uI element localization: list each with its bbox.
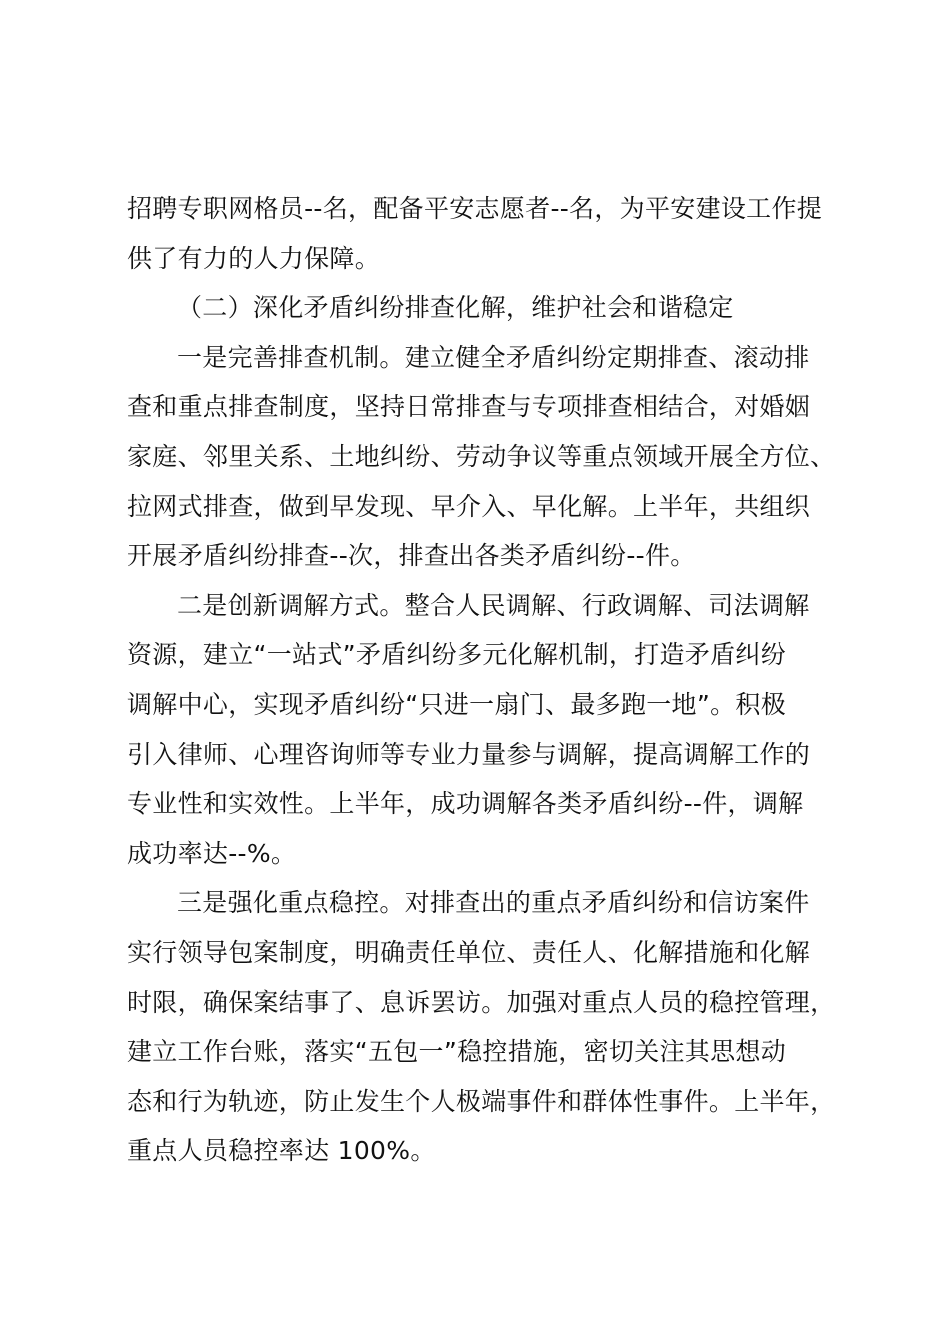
text-line: 重点人员稳控率达 100%。 [127, 1136, 436, 1166]
text-line: 一是完善排查机制。建立健全矛盾纠纷定期排查、滚动排 [177, 342, 810, 372]
text-line: 成功率达--%。 [127, 838, 297, 868]
text-line: 查和重点排查制度，坚持日常排查与专项排查相结合，对婚姻 [127, 392, 811, 422]
text-line: 开展矛盾纠纷排查--次，排查出各类矛盾纠纷--件。 [127, 541, 696, 571]
document-body [127, 184, 839, 1176]
text-line: 建立工作台账，落实“五包一”稳控措施，密切关注其思想动 [127, 1037, 787, 1067]
text-line: 拉网式排查，做到早发现、早介入、早化解。上半年，共组织 [127, 491, 811, 521]
text-line: 引入律师、心理咨询师等专业力量参与调解，提高调解工作的 [127, 739, 811, 769]
text-line: 调解中心，实现矛盾纠纷“只进一扇门、最多跑一地”。积极 [127, 689, 787, 719]
text-line: 二是创新调解方式。整合人民调解、行政调解、司法调解 [177, 590, 810, 620]
text-line: 态和行为轨迹，防止发生个人极端事件和群体性事件。上半年， [127, 1086, 836, 1116]
text-line: 专业性和实效性。上半年，成功调解各类矛盾纠纷--件，调解 [127, 789, 804, 819]
text-line: 家庭、邻里关系、土地纠纷、劳动争议等重点领域开展全方位、 [127, 441, 836, 471]
text-line: 三是强化重点稳控。对排查出的重点矛盾纠纷和信访案件 [177, 888, 810, 918]
text-line: （二）深化矛盾纠纷排查化解，维护社会和谐稳定 [177, 293, 734, 323]
text-line: 时限，确保案结事了、息诉罢访。加强对重点人员的稳控管理， [127, 987, 836, 1017]
text-line: 招聘专职网格员--名，配备平安志愿者--名，为平安建设工作提 [127, 194, 823, 223]
text-line: 资源，建立“一站式”矛盾纠纷多元化解机制，打造矛盾纠纷 [127, 640, 787, 670]
text-line: 实行领导包案制度，明确责任单位、责任人、化解措施和化解 [127, 937, 811, 967]
text-line: 供了有力的人力保障。 [127, 243, 381, 273]
